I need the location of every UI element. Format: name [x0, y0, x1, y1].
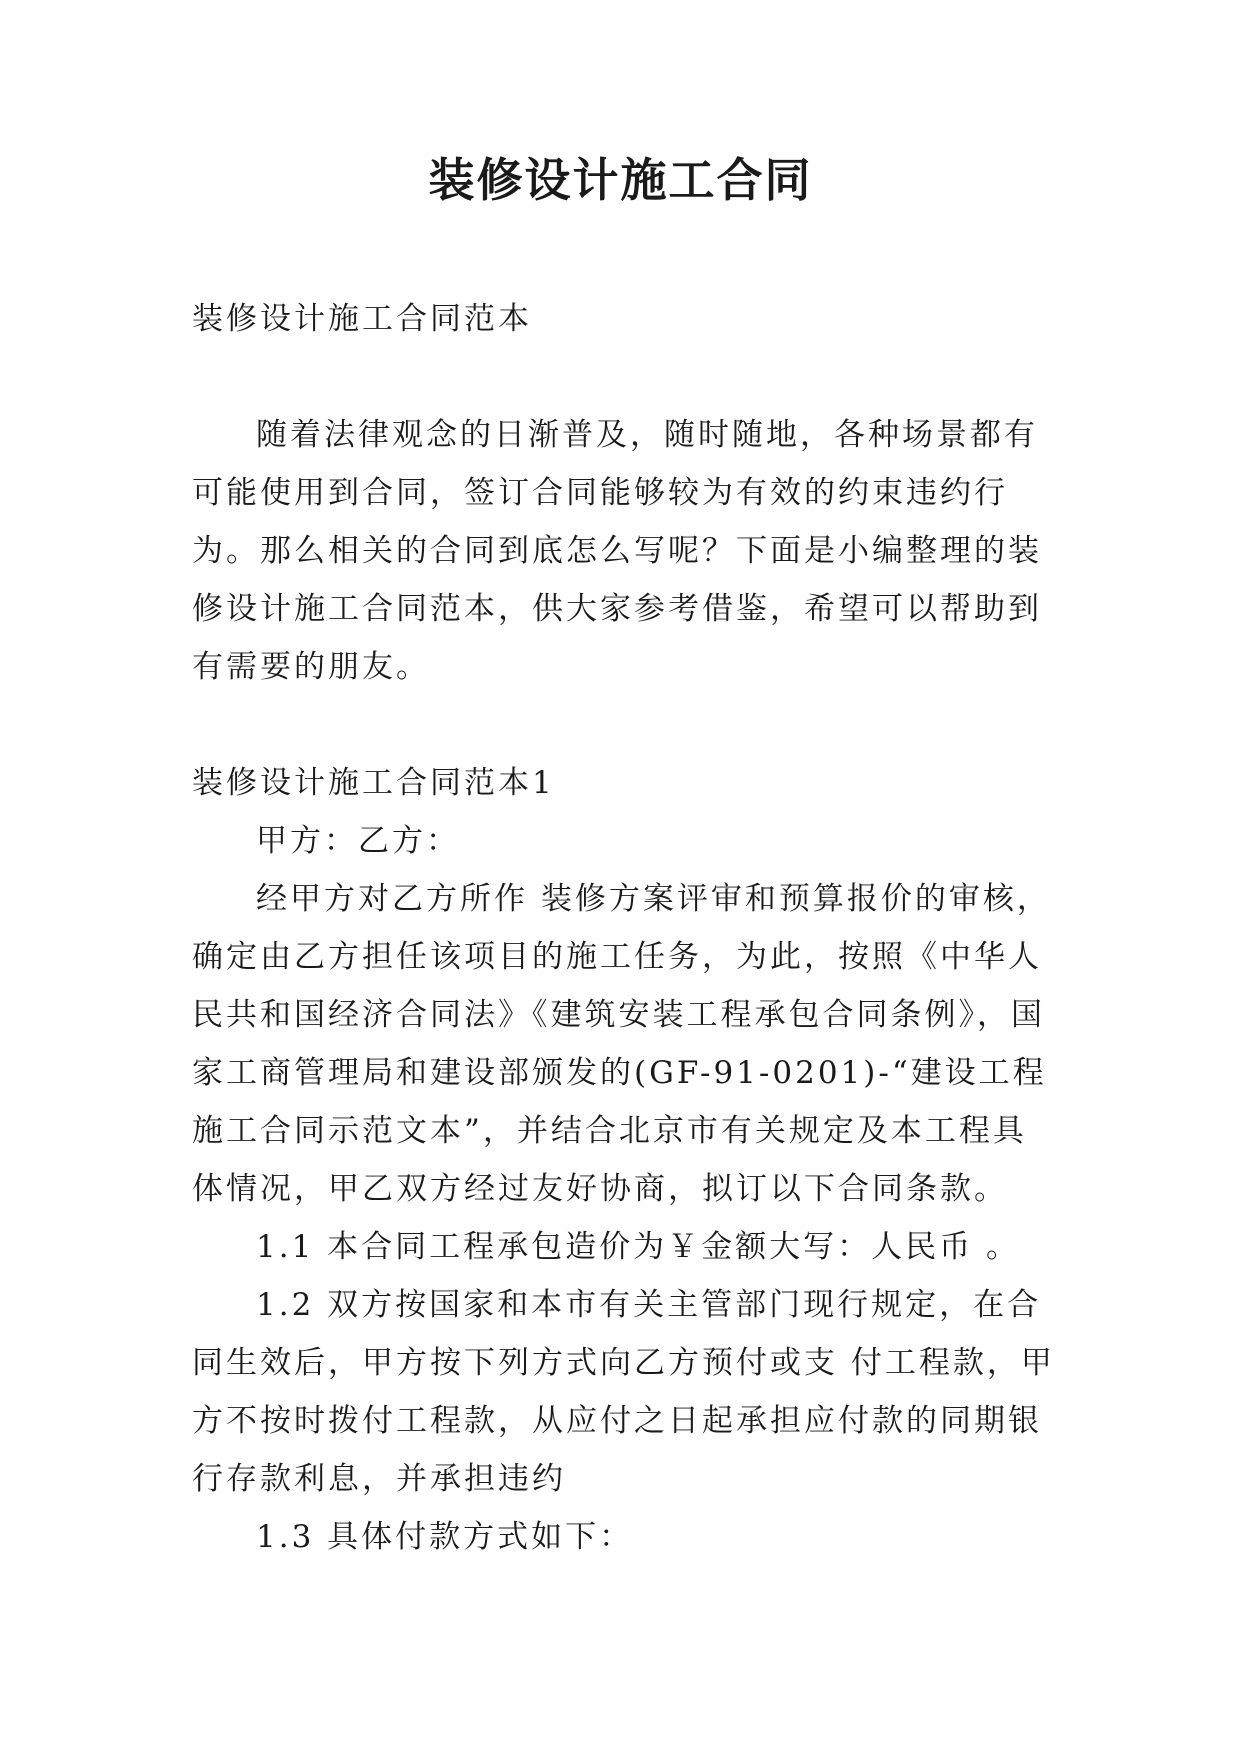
- intro-paragraph: 随着法律观念的日渐普及，随时随地，各种场景都有可能使用到合同，签订合同能够较为有效的约束违约行为。那么相关的合同到底怎么写呢？下面是小编整理的装修设计施工合同范本，供大家参考借鉴，希望可以帮助到有需要的朋友。: [192, 417, 1042, 685]
- clause-1-1: 1.1 本合同工程承包造价为￥金额大写：人民币 。: [256, 1229, 1021, 1265]
- clause-1-2: 1.2 双方按国家和本市有关主管部门现行规定，在合同生效后，甲方按下列方式向乙方预付或支 付工程款，甲方不按时拨付工程款，从应付之日起承担应付款的同期银行存款利息，并承担违约: [192, 1287, 1055, 1497]
- document-title: 装修设计施工合同: [428, 153, 813, 207]
- document-body: [192, 290, 1058, 1566]
- clause-1-3: 1.3 具体付款方式如下：: [256, 1519, 634, 1555]
- parties-line: 甲方：乙方：: [256, 823, 460, 859]
- section-heading: 装修设计施工合同范本1: [192, 765, 555, 801]
- preamble-paragraph: 经甲方对乙方所作 装修方案评审和预算报价的审核，确定由乙方担任该项目的施工任务，为此，按照《中华人民共和国经济合同法》《建筑安装工程承包合同条例》，国家工商管理局和建设部颁发的(GF-91-0201)-“建设工程施工合同示范文本”，并结合北京市有关规定及本工程具体情况，甲乙双方经过友好协商，拟订以下合同条款。: [192, 881, 1051, 1207]
- document-subtitle: 装修设计施工合同范本: [192, 301, 532, 337]
